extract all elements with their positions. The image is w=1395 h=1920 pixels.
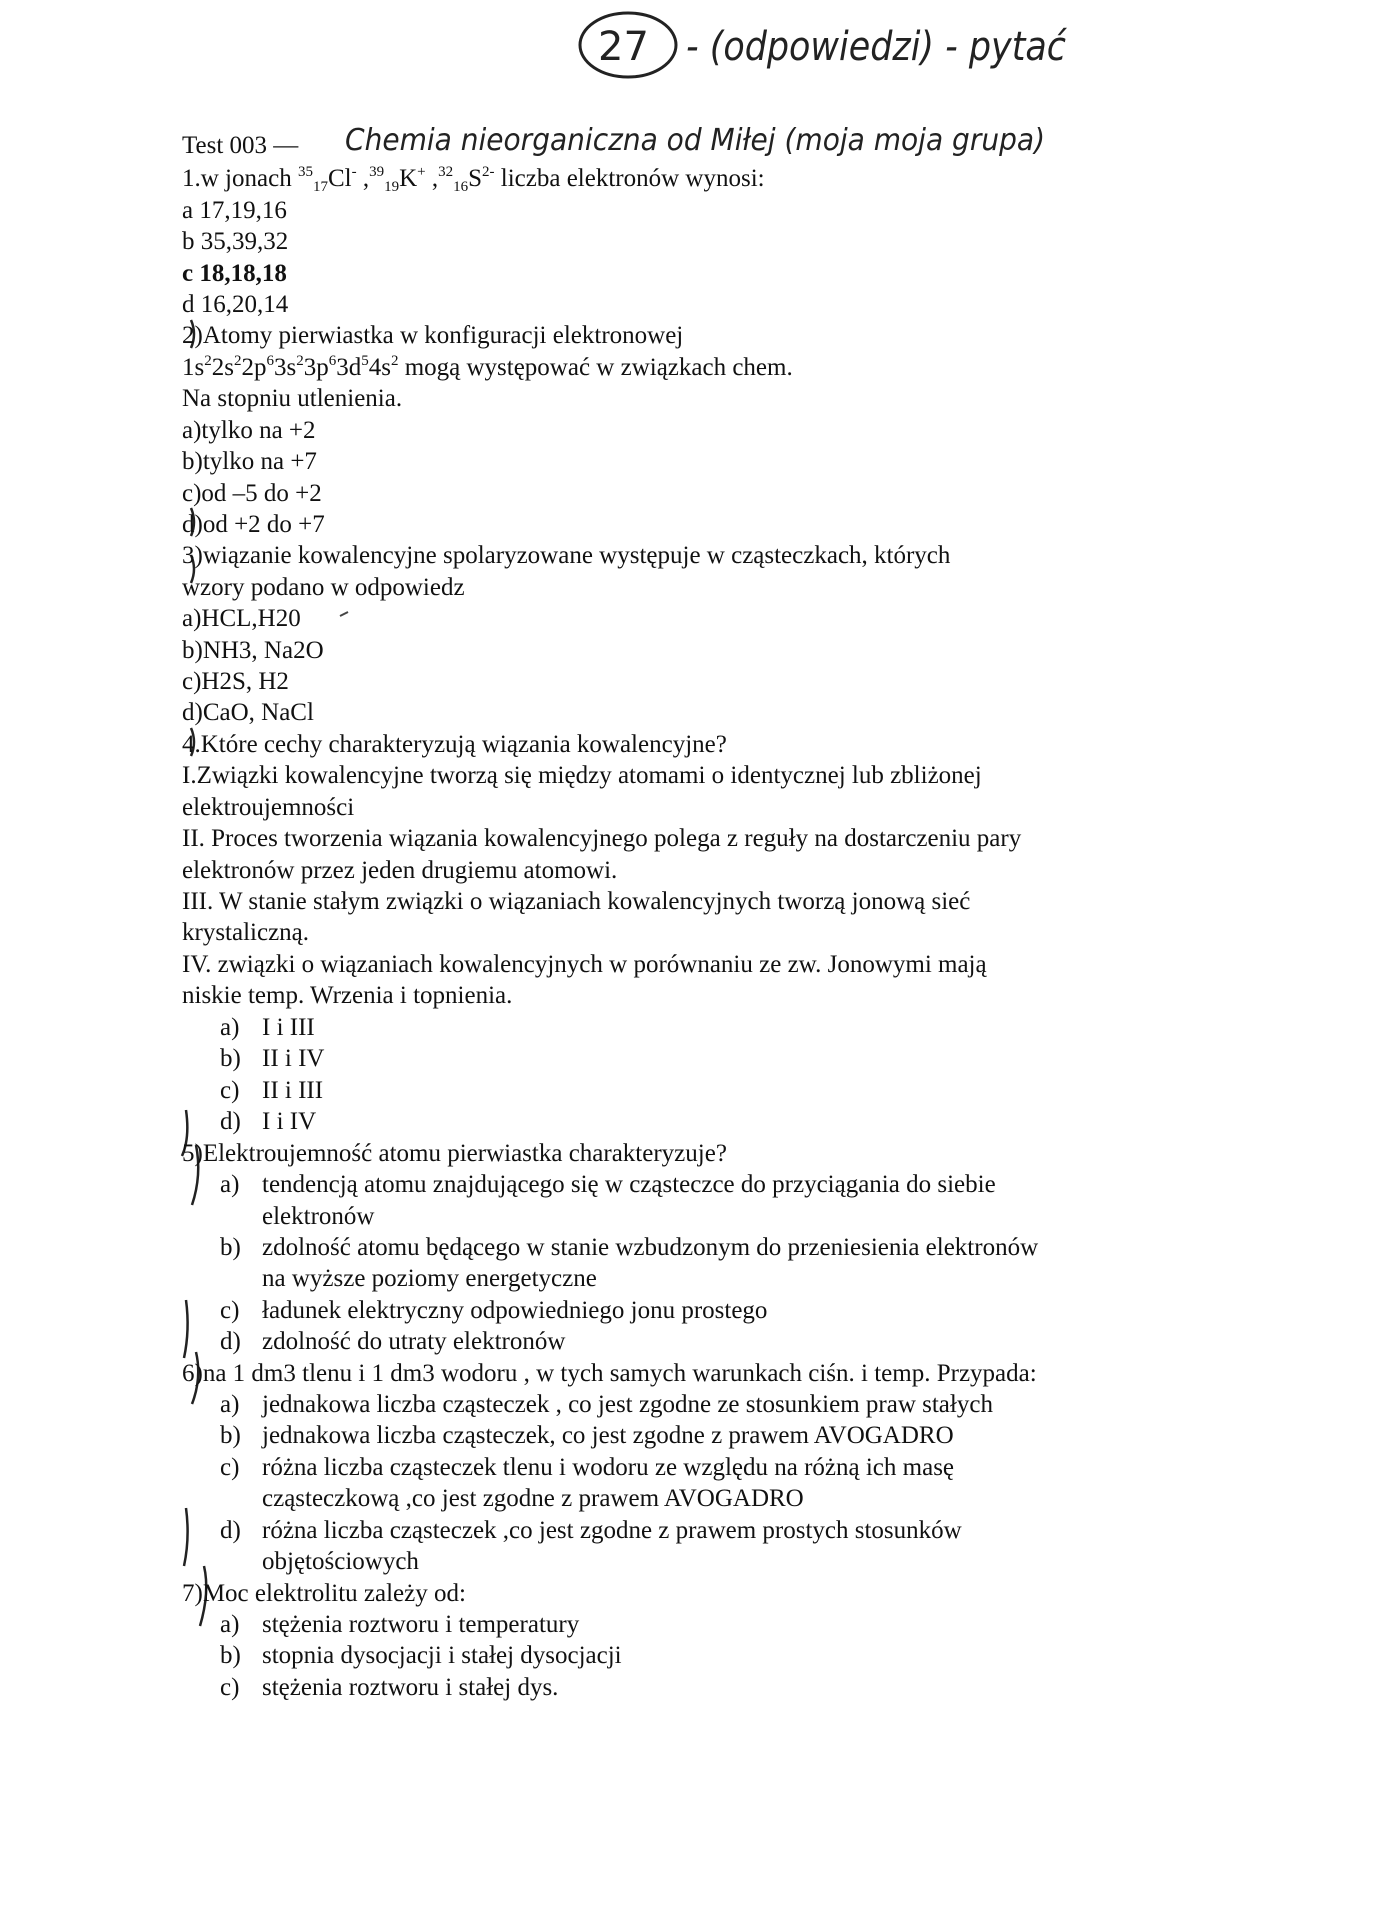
q4-option-d-text: I i IV	[262, 1108, 317, 1135]
q1-option-b: b 35,39,32	[182, 228, 289, 255]
atomic-number: 17	[312, 179, 328, 195]
electron-count: 2	[204, 353, 212, 369]
q5-option-d-label: d)	[220, 1328, 241, 1355]
q2-line-3: Na stopniu utlenienia.	[182, 385, 403, 412]
atomic-number: 16	[453, 179, 469, 195]
q6-option-d-text-cont: objętościowych	[262, 1548, 419, 1575]
mass-number: 39	[369, 164, 385, 180]
q2-option-b: b)tylko na +7	[182, 448, 317, 475]
atomic-number: 19	[384, 179, 400, 195]
q3-line-2: wzory podano w odpowiedz	[182, 574, 465, 601]
handwritten-subtitle: Chemia nieorganiczna od Miłej (moja moja grupa)	[345, 123, 1045, 158]
element-symbol: Cl	[327, 165, 352, 192]
q7-option-b-text: stopnia dysocjacji i stałej dysocjacji	[262, 1642, 622, 1669]
test-label-line	[182, 130, 298, 162]
q1-option-a: a 17,19,16	[182, 197, 287, 224]
q4-statement: II. Proces tworzenia wiązania kowalencyjnego polega z reguły na dostarczeniu pary	[182, 825, 1022, 852]
q4-statement: elektronów przez jeden drugiemu atomowi.	[182, 857, 618, 884]
q4-option-c-text: II i III	[262, 1077, 324, 1104]
q4-option-d-label: d)	[220, 1108, 241, 1135]
q2-option-d: d)od +2 do +7	[182, 511, 325, 538]
q4-statement: niskie temp. Wrzenia i topnienia.	[182, 982, 513, 1009]
q6-option-b-label: b)	[220, 1422, 241, 1449]
orbital: 3p	[303, 354, 329, 381]
electron-count: 6	[328, 353, 337, 369]
q6-question: 6)na 1 dm3 tlenu i 1 dm3 wodoru , w tych samych warunkach ciśn. i temp. Przypada:	[182, 1360, 1037, 1387]
q6-option-c-label: c)	[220, 1454, 240, 1481]
q7-question: 7)Moc elektrolitu zależy od:	[182, 1580, 466, 1607]
margin-mark	[184, 1508, 188, 1566]
question-1	[182, 163, 765, 199]
q2-option-a: a)tylko na +2	[182, 417, 316, 444]
q4-option-a-text: I i III	[262, 1014, 315, 1041]
q3-line-1: 3)wiązanie kowalencyjne spolaryzowane występuje w cząsteczkach, których	[182, 542, 951, 569]
electron-count: 5	[361, 353, 369, 369]
separator: ,	[356, 165, 370, 192]
q1-suffix: liczba elektronów wynosi:	[494, 165, 765, 192]
orbital: 4s	[368, 354, 391, 381]
mass-number: 32	[438, 164, 454, 180]
q2-line-1: 2)Atomy pierwiastka w konfiguracji elektronowej	[182, 322, 684, 349]
test-label: Test 003	[182, 132, 268, 159]
ion-charge: +	[417, 164, 426, 180]
q7-option-a-label: a)	[220, 1611, 240, 1638]
q7-option-b-label: b)	[220, 1642, 241, 1669]
q4-statement: elektroujemności	[182, 794, 355, 821]
q7-option-c-label: c)	[220, 1674, 240, 1701]
q2-option-c: c)od –5 do +2	[182, 480, 322, 507]
q5-option-a-text: tendencją atomu znajdującego się w cząsteczce do przyciągania do siebie	[262, 1171, 996, 1198]
q5-option-d-text: zdolność do utraty elektronów	[262, 1328, 566, 1355]
orbital: 3d	[336, 354, 362, 381]
ion-charge: -	[351, 164, 357, 180]
orbital: 2s	[211, 354, 234, 381]
q3-option-d: d)CaO, NaCl	[182, 699, 314, 726]
q6-option-c-text: różna liczba cząsteczek tlenu i wodoru ze względu na różną ich masę	[262, 1454, 955, 1481]
q3-option-b: b)NH3, Na2O	[182, 637, 324, 664]
q5-question: 5)Elektroujemność atomu pierwiastka charakteryzuje?	[182, 1140, 727, 1167]
q6-option-c-text-cont: cząsteczkową ,co jest zgodne z prawem AVOGADRO	[262, 1485, 804, 1512]
q6-option-d-label: d)	[220, 1517, 241, 1544]
q6-option-a-label: a)	[220, 1391, 240, 1418]
q4-statement: IV. związki o wiązaniach kowalencyjnych w porównaniu ze zw. Jonowymi mają	[182, 951, 987, 978]
q4-statement: krystaliczną.	[182, 919, 310, 946]
q4-option-c-label: c)	[220, 1077, 240, 1104]
q1-prefix: 1.w jonach	[182, 165, 298, 192]
electron-count: 6	[266, 353, 274, 369]
q7-option-c-text: stężenia roztworu i stałej dys.	[262, 1674, 559, 1701]
q3-option-a: a)HCL,H20	[182, 605, 301, 632]
separator: ,	[425, 165, 439, 192]
q4-question: 4.Które cechy charakteryzują wiązania kowalencyjne?	[182, 731, 727, 758]
q5-option-b-label: b)	[220, 1234, 241, 1261]
q2-config-suffix: mogą występować w związkach chem.	[398, 354, 793, 381]
q6-option-a-text: jednakowa liczba cząsteczek , co jest zgodne ze stosunkiem praw stałych	[262, 1391, 993, 1418]
q4-statement: III. W stanie stałym związki o wiązaniach kowalencyjnych tworzą jonową sieć	[182, 888, 971, 915]
q4-option-a-label: a)	[220, 1014, 240, 1041]
q6-option-b-text: jednakowa liczba cząsteczek, co jest zgodne z prawem AVOGADRO	[262, 1422, 954, 1449]
handwritten-circle	[580, 13, 676, 77]
q5-option-b-text: zdolność atomu będącego w stanie wzbudzonym do przeniesienia elektronów	[262, 1234, 1039, 1261]
q6-option-d-text: różna liczba cząsteczek ,co jest zgodne z prawem prostych stosunków	[262, 1517, 962, 1544]
margin-mark	[184, 1300, 188, 1358]
orbital: 3s	[273, 354, 297, 381]
q1-option-c: c 18,18,18	[182, 260, 287, 287]
q5-option-a-label: a)	[220, 1171, 240, 1198]
q4-option-b-label: b)	[220, 1045, 241, 1072]
handwritten-number: 27	[598, 24, 649, 70]
q7-option-a-text: stężenia roztworu i temperatury	[262, 1611, 580, 1638]
electron-count: 2	[233, 353, 242, 369]
element-symbol: S	[468, 165, 483, 192]
orbital: 2p	[241, 354, 267, 381]
mass-number: 35	[297, 164, 313, 180]
q5-option-c-label: c)	[220, 1297, 240, 1324]
orbital: 1s	[182, 354, 205, 381]
test-dash: —	[273, 132, 299, 159]
q1-option-d: d 16,20,14	[182, 291, 289, 318]
q5-option-b-text-cont: na wyższe poziomy energetyczne	[262, 1265, 597, 1292]
ion-charge: 2-	[482, 164, 495, 180]
handwritten-title: - (odpowiedzi) - pytać	[686, 24, 1068, 70]
element-symbol: K	[399, 165, 418, 192]
q3-option-c: c)H2S, H2	[182, 668, 289, 695]
q5-option-a-text-cont: elektronów	[262, 1203, 375, 1230]
electron-count: 2	[296, 353, 304, 369]
q4-option-b-text: II i IV	[262, 1045, 325, 1072]
electron-count: 2	[390, 353, 399, 369]
q4-statement: I.Związki kowalencyjne tworzą się między atomami o identycznej lub zbliżonej	[182, 762, 982, 789]
q5-option-c-text: ładunek elektryczny odpowiedniego jonu prostego	[262, 1297, 768, 1324]
tick-mark	[340, 612, 348, 616]
